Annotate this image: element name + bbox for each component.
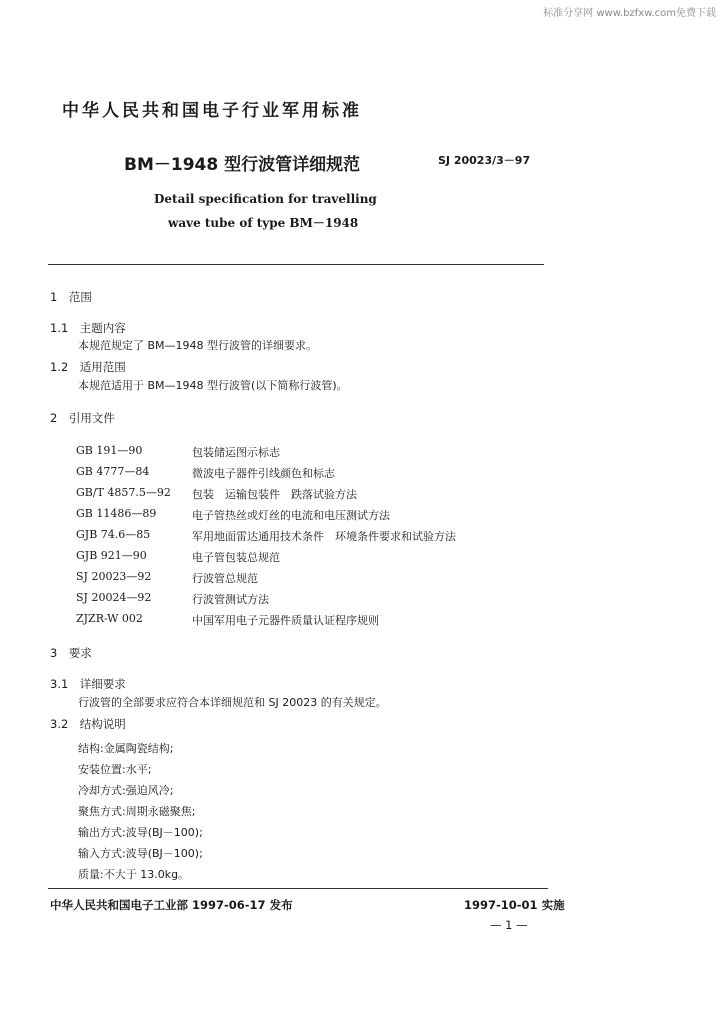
reference-title: 军用地面雷达通用技术条件 环境条件要求和试验方法 (192, 530, 456, 543)
section-1-1-text: 本规范规定了 BM—1948 型行波管的详细要求。 (78, 339, 318, 352)
document-code: SJ 20023/3－97 (438, 154, 531, 167)
structure-item: 冷却方式:强迫风冷; (78, 784, 174, 797)
section-2-heading: 2 引用文件 (50, 411, 115, 425)
english-title-line1: Detail specification for travelling (154, 192, 377, 206)
section-3-2-heading: 3.2 结构说明 (50, 717, 126, 731)
reference-code: GB 4777—84 (76, 465, 150, 478)
reference-code: GB 191—90 (76, 444, 143, 457)
structure-item: 质量:不大于 13.0kg。 (78, 868, 190, 881)
issuer-line: 中华人民共和国电子工业部 1997-06-17 发布 (50, 898, 293, 912)
watermark: 标准分享网 www.bzfxw.com免费下载 (543, 8, 716, 19)
reference-code: GJB 921—90 (76, 549, 147, 562)
section-1-heading: 1 范围 (50, 290, 92, 304)
reference-code: GB/T 4857.5—92 (76, 486, 171, 499)
reference-title: 包装储运图示标志 (192, 446, 280, 459)
reference-title: 行波管测试方法 (192, 593, 269, 606)
effective-date: 1997-10-01 实施 (464, 898, 565, 912)
section-1-2-heading: 1.2 适用范围 (50, 360, 126, 374)
structure-item: 安装位置:水平; (78, 763, 152, 776)
reference-title: 中国军用电子元器件质量认证程序规则 (192, 614, 379, 627)
header-divider (48, 264, 544, 265)
reference-code: ZJZR-W 002 (76, 612, 143, 625)
section-1-1-heading: 1.1 主题内容 (50, 321, 126, 335)
reference-code: SJ 20024—92 (76, 591, 152, 604)
reference-code: GB 11486—89 (76, 507, 157, 520)
reference-title: 电子管热丝或灯丝的电流和电压测试方法 (192, 509, 390, 522)
structure-item: 聚焦方式:周期永磁聚焦; (78, 805, 196, 818)
reference-title: 行波管总规范 (192, 572, 258, 585)
section-3-1-heading: 3.1 详细要求 (50, 677, 126, 691)
footer-divider (48, 888, 548, 889)
structure-item: 输入方式:波导(BJ－100); (78, 847, 203, 860)
organization-title: 中华人民共和国电子行业军用标准 (62, 101, 362, 121)
reference-code: SJ 20023—92 (76, 570, 152, 583)
section-1-2-text: 本规范适用于 BM—1948 型行波管(以下简称行波管)。 (78, 379, 348, 392)
reference-title: 微波电子器件引线颜色和标志 (192, 467, 335, 480)
page-number: — 1 — (490, 918, 528, 932)
reference-title: 包装 运输包装件 跌落试验方法 (192, 488, 357, 501)
section-3-1-text: 行波管的全部要求应符合本详细规范和 SJ 20023 的有关规定。 (78, 696, 387, 709)
reference-code: GJB 74.6—85 (76, 528, 151, 541)
reference-title: 电子管包装总规范 (192, 551, 280, 564)
structure-item: 结构:金属陶瓷结构; (78, 742, 174, 755)
section-3-heading: 3 要求 (50, 646, 92, 660)
structure-item: 输出方式:波导(BJ－100); (78, 826, 203, 839)
english-title-line2: wave tube of type BM－1948 (168, 216, 359, 230)
document-title: BM－1948 型行波管详细规范 (124, 155, 361, 175)
